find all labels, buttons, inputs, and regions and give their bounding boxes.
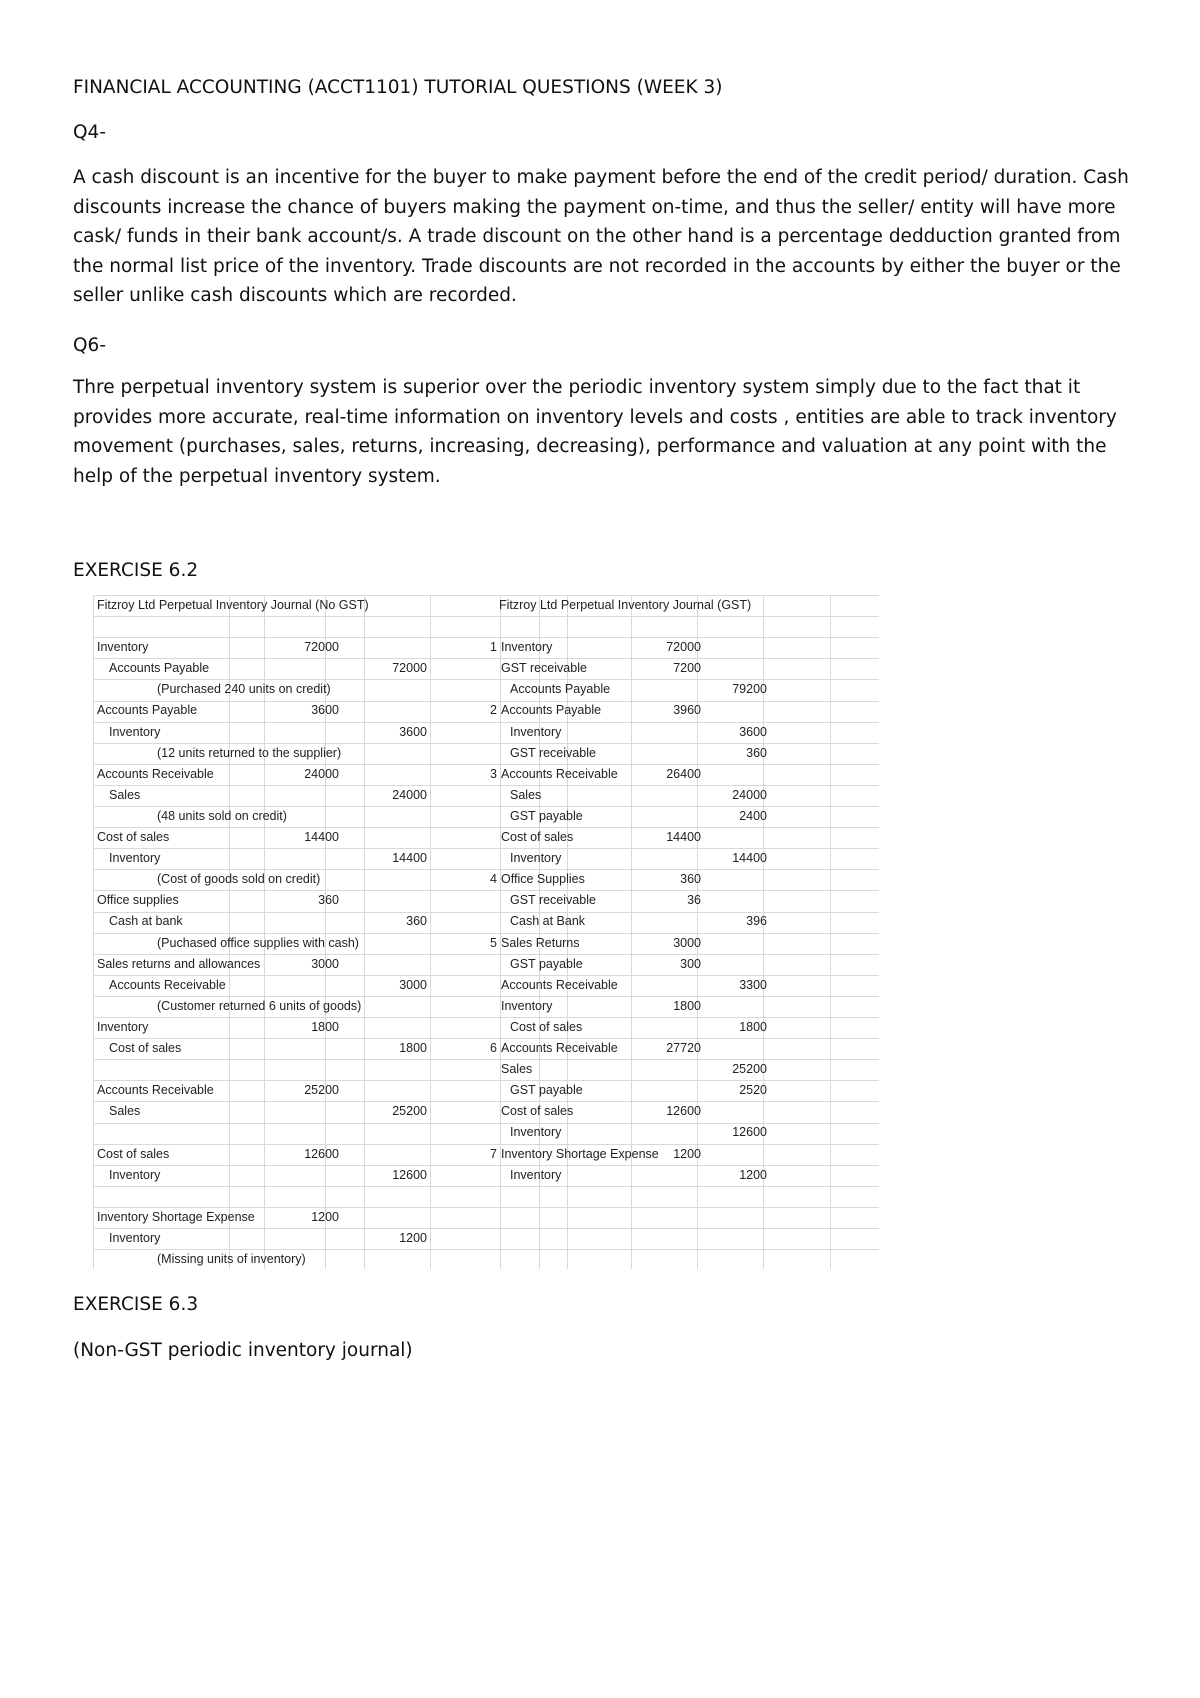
q4-heading: Q4- [73,122,107,143]
right-journal-account: Cost of sales [501,830,574,844]
left-journal-debit: 3000 [311,957,339,971]
left-journal-narration: (Customer returned 6 units of goods) [157,999,362,1013]
left-journal-account: Accounts Receivable [97,1083,214,1097]
left-journal-credit: 1800 [399,1041,427,1055]
right-journal-account: Cost of sales [501,1104,574,1118]
right-journal-credit: 24000 [732,788,767,802]
right-journal-entry-number: 6 [490,1041,497,1055]
exercise-6-3-heading: EXERCISE 6.3 [73,1294,199,1315]
left-journal-credit: 1200 [399,1231,427,1245]
left-journal-account: Accounts Payable [109,661,210,675]
left-journal-account: Accounts Receivable [109,978,226,992]
left-journal-account: Inventory [109,1231,161,1245]
right-journal-debit: 36 [687,893,701,907]
right-journal-debit: 14400 [666,830,701,844]
left-journal-account: Cost of sales [97,830,170,844]
left-journal-account: Office supplies [97,893,179,907]
left-journal-credit: 25200 [392,1104,427,1118]
right-journal-account: Inventory [510,851,562,865]
right-journal-account: Accounts Receivable [501,978,618,992]
left-journal-narration: (48 units sold on credit) [157,809,287,823]
left-journal-debit: 1800 [311,1020,339,1034]
right-journal-account: Inventory [501,640,553,654]
right-journal-account: Accounts Receivable [501,767,618,781]
exercise-6-3-subheading: (Non-GST periodic inventory journal) [73,1340,413,1361]
left-journal-account: Sales [109,788,141,802]
right-journal-title: Fitzroy Ltd Perpetual Inventory Journal (GST) [499,598,752,612]
right-journal-account: Inventory Shortage Expense [501,1147,659,1161]
left-journal-credit: 72000 [392,661,427,675]
right-journal-entry-number: 1 [490,640,497,654]
left-journal-credit: 360 [406,914,427,928]
left-journal-debit: 3600 [311,703,339,717]
right-journal-credit: 396 [746,914,767,928]
right-journal-debit: 3960 [673,703,701,717]
right-journal-entry-number: 2 [490,703,497,717]
right-journal-account: Sales [501,1062,533,1076]
right-journal-entry-number: 7 [490,1147,497,1161]
right-journal-credit: 2520 [739,1083,767,1097]
left-journal-account: Inventory [109,725,161,739]
right-journal-entry-number: 3 [490,767,497,781]
left-journal-narration: (Puchased office supplies with cash) [157,936,359,950]
right-journal-account: Cost of sales [510,1020,583,1034]
left-journal-debit: 72000 [304,640,339,654]
left-journal-credit: 14400 [392,851,427,865]
left-journal-account: Inventory [109,1168,161,1182]
right-journal-account: Accounts Payable [510,682,611,696]
left-journal-credit: 12600 [392,1168,427,1182]
right-journal-debit: 3000 [673,936,701,950]
left-journal-account: Inventory [109,851,161,865]
exercise-6-2-heading: EXERCISE 6.2 [73,560,199,581]
left-journal-title: Fitzroy Ltd Perpetual Inventory Journal (No GST) [97,598,369,612]
left-journal-debit: 14400 [304,830,339,844]
left-journal-narration: (Missing units of inventory) [157,1252,306,1266]
left-journal-account: Cash at bank [109,914,183,928]
left-journal-credit: 3000 [399,978,427,992]
left-journal-account: Inventory Shortage Expense [97,1210,255,1224]
right-journal-account: GST payable [510,1083,583,1097]
right-journal-account: GST receivable [501,661,587,675]
left-journal-account: Sales returns and allowances [97,957,261,971]
q6-answer: Thre perpetual inventory system is superior over the periodic inventory system simply due to the fact that it provides more accurate, real-time information on inventory levels and costs , entities are able to track inventory movement (purchases, sales, returns, increasing, decreasing), performance and valuation at any point with the help of the perpetual inventory system. [73,377,1117,487]
right-journal-credit: 3300 [739,978,767,992]
right-journal-debit: 26400 [666,767,701,781]
right-journal-account: GST receivable [510,893,596,907]
right-journal-debit: 1800 [673,999,701,1013]
spreadsheet-screenshot [93,595,879,1269]
left-journal-debit: 24000 [304,767,339,781]
right-journal-account: Sales Returns [501,936,580,950]
right-journal-account: Sales [510,788,542,802]
right-journal-credit: 1200 [739,1168,767,1182]
left-journal-narration: (Cost of goods sold on credit) [157,872,321,886]
right-journal-credit: 25200 [732,1062,767,1076]
right-journal-account: GST receivable [510,746,596,760]
left-journal-account: Inventory [97,1020,149,1034]
left-journal-debit: 1200 [311,1210,339,1224]
left-journal-account: Sales [109,1104,141,1118]
right-journal-debit: 300 [680,957,701,971]
right-journal-credit: 14400 [732,851,767,865]
left-journal-debit: 12600 [304,1147,339,1161]
left-journal-debit: 25200 [304,1083,339,1097]
left-journal-account: Cost of sales [97,1147,170,1161]
left-journal-account: Inventory [97,640,149,654]
right-journal-entry-number: 5 [490,936,497,950]
right-journal-account: Inventory [501,999,553,1013]
q6-heading: Q6- [73,335,107,356]
left-journal-debit: 360 [318,893,339,907]
right-journal-credit: 79200 [732,682,767,696]
right-journal-account: Accounts Receivable [501,1041,618,1055]
right-journal-account: Inventory [510,1168,562,1182]
right-journal-credit: 360 [746,746,767,760]
left-journal-credit: 3600 [399,725,427,739]
left-journal-account: Accounts Receivable [97,767,214,781]
right-journal-debit: 1200 [673,1147,701,1161]
left-journal-narration: (Purchased 240 units on credit) [157,682,331,696]
left-journal-credit: 24000 [392,788,427,802]
right-journal-entry-number: 4 [490,872,497,886]
right-journal-credit: 12600 [732,1125,767,1139]
right-journal-debit: 7200 [673,661,701,675]
right-journal-debit: 27720 [666,1041,701,1055]
right-journal-credit: 1800 [739,1020,767,1034]
right-journal-debit: 12600 [666,1104,701,1118]
left-journal-account: Accounts Payable [97,703,198,717]
right-journal-account: GST payable [510,809,583,823]
right-journal-debit: 360 [680,872,701,886]
right-journal-account: Cash at Bank [510,914,586,928]
right-journal-account: Inventory [510,725,562,739]
right-journal-credit: 3600 [739,725,767,739]
left-journal-account: Cost of sales [109,1041,182,1055]
right-journal-account: Accounts Payable [501,703,602,717]
left-journal-narration: (12 units returned to the supplier) [157,746,342,760]
right-journal-account: Inventory [510,1125,562,1139]
right-journal-account: GST payable [510,957,583,971]
right-journal-debit: 72000 [666,640,701,654]
document-title: FINANCIAL ACCOUNTING (ACCT1101) TUTORIAL QUESTIONS (WEEK 3) [73,77,723,98]
q4-answer: A cash discount is an incentive for the buyer to make payment before the end of the credit period/ duration. Cash discounts increase the chance of buyers making the payment on-time, and thus the seller/ entity will have more cask/ funds in their bank account/s. A trade discount on the other hand is a percentage dedduction granted from the normal list price of the inventory. Trade discounts are not recorded in the accounts by either the buyer or the seller unlike cash discounts which are recorded. [73,167,1129,306]
right-journal-account: Office Supplies [501,872,585,886]
right-journal-credit: 2400 [739,809,767,823]
